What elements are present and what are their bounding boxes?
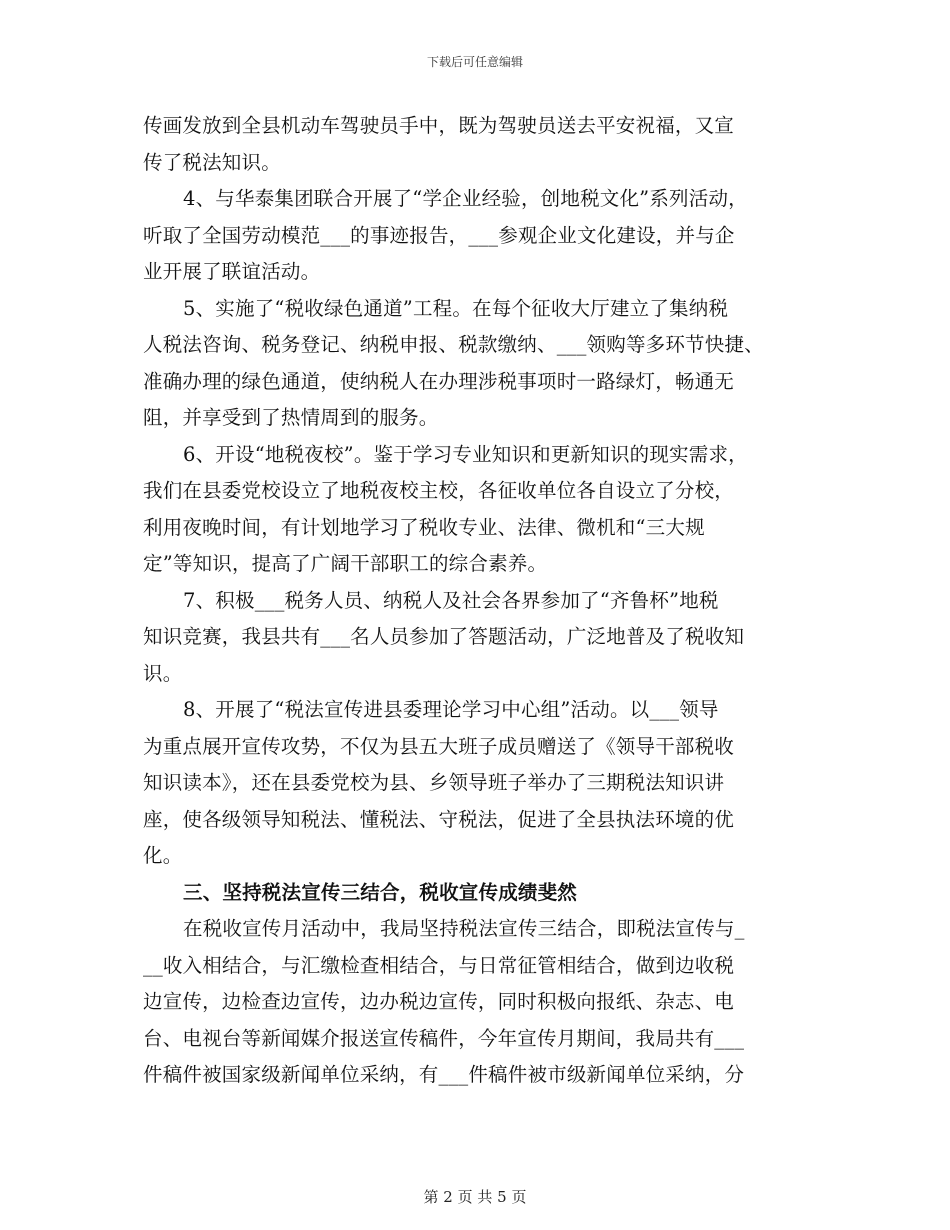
- text-line: 台、电视台等新闻媒介报送宣传稿件，今年宣传月期间，我局共有___: [143, 1026, 745, 1050]
- text-line: 业开展了联谊活动。: [143, 260, 321, 283]
- text-line: 阻，并享受到了热情周到的服务。: [143, 406, 439, 429]
- text-line: 利用夜晚时间，有计划地学习了税收专业、法律、微机和“三大规: [143, 515, 705, 539]
- text-line: 知识竞赛，我县共有___名人员参加了答题活动，广泛地普及了税收知: [143, 625, 745, 648]
- body-text: [143, 108, 815, 1094]
- section-heading: 三、坚持税法宣传三结合，税收宣传成绩斐然: [183, 880, 578, 904]
- paragraph-item-7: 7、积极___税务人员、纳税人及社会各界参加了“齐鲁杯”地税: [183, 588, 719, 612]
- paragraph-item-5: 5、实施了“税收绿色通道”工程。在每个征收大厅建立了集纳税: [183, 296, 729, 320]
- text-line: 准确办理的绿色通道，使纳税人在办理涉税事项时一路绿灯，畅通无: [143, 369, 735, 393]
- text-line: 定”等知识，提高了广阔干部职工的综合素养。: [143, 552, 548, 575]
- text-line: 听取了全国劳动模范___的事迹报告，___参观企业文化建设，并与企: [143, 223, 735, 247]
- text-line: 为重点展开宣传攻势，不仅为县五大班子成员赠送了《领导干部税收: [143, 734, 735, 758]
- text-line: 传了税法知识。: [143, 150, 281, 174]
- text-line: 知识读本》，还在县委党校为县、乡领导班子举办了三期税法知识讲: [143, 771, 725, 794]
- text-line: 人税法咨询、税务登记、纳税申报、税款缴纳、___领购等多环节快捷、: [143, 333, 764, 356]
- text-line: __收入相结合，与汇缴检查相结合，与日常征管相结合，做到边收税: [143, 953, 735, 977]
- page-number: 第 2 页 共 5 页: [423, 1188, 527, 1206]
- text-line: 我们在县委党校设立了地税夜校主校，各征收单位各自设立了分校，: [143, 479, 735, 502]
- text-line: 边宣传，边检查边宣传，边办税边宣传，同时积极向报纸、杂志、电: [143, 990, 735, 1013]
- header-note: 下载后可任意编辑: [426, 55, 523, 69]
- paragraph-item-8: 8、开展了“税法宣传进县委理论学习中心组”活动。以___领导: [183, 698, 719, 721]
- text-line: 件稿件被国家级新闻单位采纳，有___件稿件被市级新闻单位采纳，分: [143, 1063, 745, 1086]
- text-line: 传画发放到全县机动车驾驶员手中，既为驾驶员送去平安祝福，又宣: [143, 114, 735, 137]
- text-line: 识。: [143, 661, 183, 685]
- paragraph-section-3: 在税收宣传月活动中，我局坚持税法宣传三结合，即税法宣传与_: [183, 917, 745, 940]
- paragraph-item-6: 6、开设“地税夜校”。鉴于学习专业知识和更新知识的现实需求，: [183, 442, 748, 466]
- text-line: 座，使各级领导知税法、懂税法、守税法，促进了全县执法环境的优: [143, 807, 735, 831]
- text-line: 化。: [143, 844, 183, 867]
- paragraph-item-4: 4、与华泰集团联合开展了“学企业经验，创地税文化”系列活动，: [183, 187, 748, 210]
